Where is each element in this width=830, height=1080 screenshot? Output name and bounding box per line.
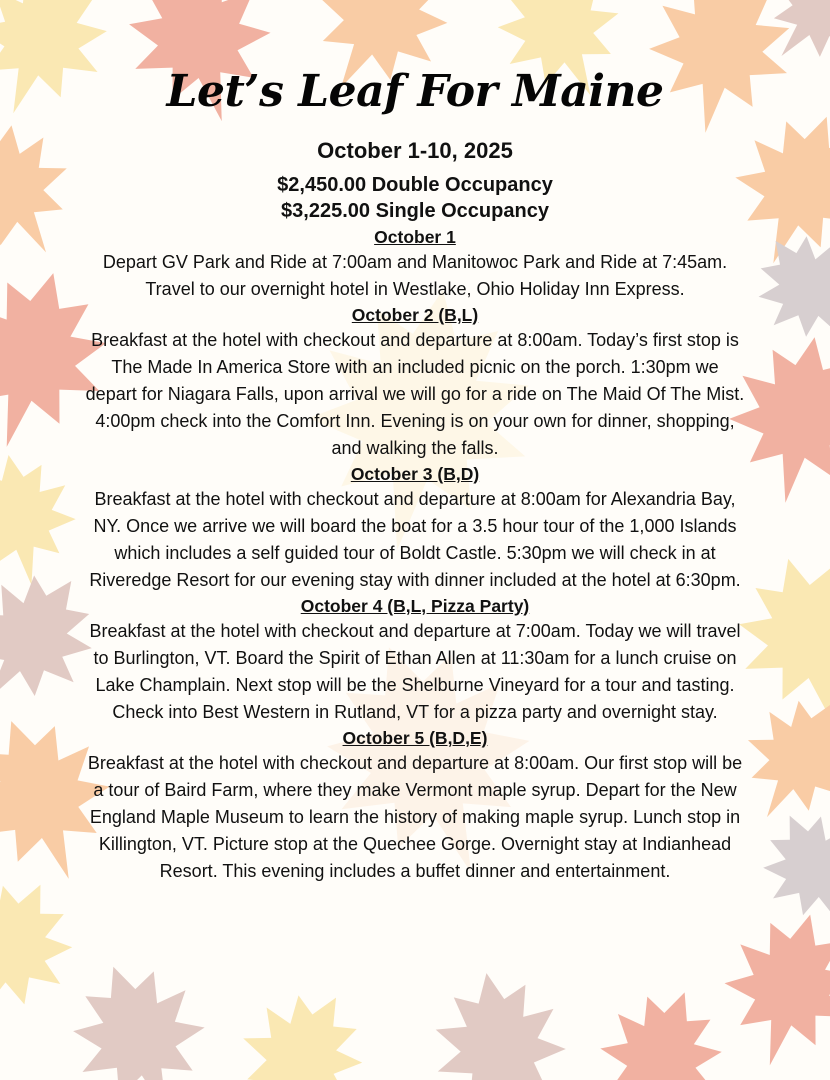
day-description: Breakfast at the hotel with checkout and departure at 7:00am. Today we will travel to Burlington, VT. Board the Spirit of Ethan Allen at 11:30am for a lunch cruise on Lake Champlain. Next stop will be the Shelburne Vineyard for a tour and tasting. Check into Best Western in Rutland, VT for a pizza party and overnight stay. [89,621,741,722]
itinerary-day [85,303,745,462]
trip-dates: October 1-10, 2025 [317,138,513,163]
day-description: Breakfast at the hotel with checkout and departure at 8:00am. Today’s first stop is The Made In America Store with an included picnic on the porch. 1:30pm we depart for Niagara Falls, upon arrival we will go for a ride on The Maid Of The Mist. 4:00pm check into the Comfort Inn. Evening is on your own for dinner, shopping, and walking the falls. [85,330,745,458]
day-heading: October 3 (B,D) [350,464,480,484]
itinerary-day [85,225,745,303]
day-heading: October 2 (B,L) [351,305,479,325]
price-single-occupancy: $3,225.00 Single Occupancy [281,200,549,222]
itinerary-day [85,594,745,726]
day-description: Breakfast at the hotel with checkout and departure at 8:00am. Our first stop will be a tour of Baird Farm, where they make Vermont maple syrup. Depart for the New England Maple Museum to learn the history of making maple syrup. Lunch stop in Killington, VT. Picture stop at the Quechee Gorge. Overnight stay at Indianhead Resort. This evening includes a buffet dinner and entertainment. [87,753,743,881]
price-double-occupancy: $2,450.00 Double Occupancy [277,174,553,196]
itinerary [85,225,745,885]
day-heading: October 4 (B,L, Pizza Party) [300,596,530,616]
day-description: Depart GV Park and Ride at 7:00am and Manitowoc Park and Ride at 7:45am. Travel to our overnight hotel in Westlake, Ohio Holiday Inn Express. [102,252,728,299]
itinerary-day [85,462,745,594]
day-description: Breakfast at the hotel with checkout and departure at 8:00am for Alexandria Bay, NY. Once we arrive we will board the boat for a 3.5 hour tour of the 1,000 Islands which includes a self guided tour of Boldt Castle. 5:30pm we will check in at Riveredge Resort for our evening stay with dinner included at the hotel at 6:30pm. [89,489,741,590]
day-heading: October 5 (B,D,E) [342,728,488,748]
day-heading: October 1 [374,227,456,247]
itinerary-day [85,726,745,885]
flyer-title: Let’s Leaf For Maine [166,66,664,117]
